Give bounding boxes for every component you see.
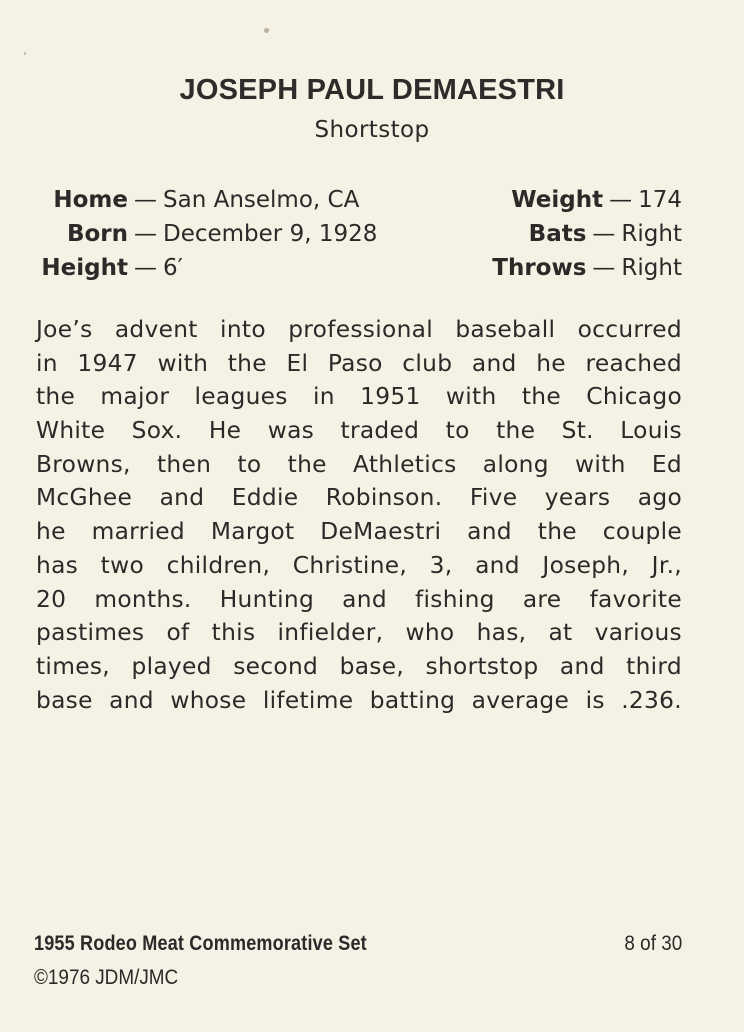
player-position: Shortstop bbox=[314, 117, 430, 143]
stats-right bbox=[422, 183, 682, 285]
bio-line: White Sox. He was traded to the St. Louis bbox=[36, 417, 682, 445]
card-number: 8 of 30 bbox=[624, 932, 682, 955]
stat-throws bbox=[422, 251, 682, 285]
stat-height bbox=[34, 251, 454, 285]
copyright-notice: ©1976 JDM/JMC bbox=[34, 966, 179, 989]
bio-line: McGhee and Eddie Robinson. Five years ago bbox=[36, 484, 682, 512]
stat-dash: — bbox=[609, 187, 633, 213]
stat-born bbox=[34, 217, 454, 251]
bio-paragraph bbox=[36, 313, 682, 717]
bio-line: Browns, then to the Athletics along with Ed bbox=[36, 450, 682, 478]
stat-value: San Anselmo, CA bbox=[163, 187, 360, 213]
stat-label: Height bbox=[41, 255, 128, 281]
stats-left bbox=[34, 183, 454, 285]
stat-value: 6′ bbox=[163, 255, 183, 281]
stat-label: Throws bbox=[492, 255, 587, 281]
player-name: JOSEPH PAUL DEMAESTRI bbox=[179, 74, 565, 106]
stat-label: Home bbox=[53, 187, 128, 213]
stat-home bbox=[34, 183, 454, 217]
bio-line: the major leagues in 1951 with the Chicago bbox=[36, 383, 682, 411]
stat-dash: — bbox=[134, 187, 157, 213]
bio-line: has two children, Christine, 3, and Joseph, Jr., bbox=[36, 551, 682, 579]
bio-line: in 1947 with the El Paso club and he reached bbox=[36, 349, 682, 377]
stat-value: 174 bbox=[638, 187, 682, 213]
stat-dash: — bbox=[592, 255, 616, 281]
bio-line: he married Margot DeMaestri and the couple bbox=[36, 518, 682, 546]
bio-line: Joe’s advent into professional baseball occurred bbox=[36, 316, 682, 343]
bio-line: base and whose lifetime batting average is .236. bbox=[36, 686, 682, 714]
paper-speck bbox=[264, 28, 269, 33]
paper-speck bbox=[24, 52, 26, 55]
stat-label: Weight bbox=[511, 187, 604, 213]
stat-label: Born bbox=[66, 221, 128, 247]
set-name: 1955 Rodeo Meat Commemorative Set bbox=[34, 932, 367, 955]
stat-weight bbox=[422, 183, 682, 217]
bio-line: pastimes of this infielder, who has, at various bbox=[36, 619, 682, 647]
bio-line: times, played second base, shortstop and third bbox=[36, 652, 682, 680]
stat-value: Right bbox=[621, 255, 682, 281]
stat-value: Right bbox=[621, 221, 682, 247]
stat-dash: — bbox=[134, 221, 157, 247]
stat-dash: — bbox=[592, 221, 616, 247]
stat-bats bbox=[422, 217, 682, 251]
stat-dash: — bbox=[134, 255, 157, 281]
bio-line: 20 months. Hunting and fishing are favorite bbox=[36, 585, 682, 613]
stat-value: December 9, 1928 bbox=[163, 221, 378, 247]
stat-label: Bats bbox=[528, 221, 587, 247]
